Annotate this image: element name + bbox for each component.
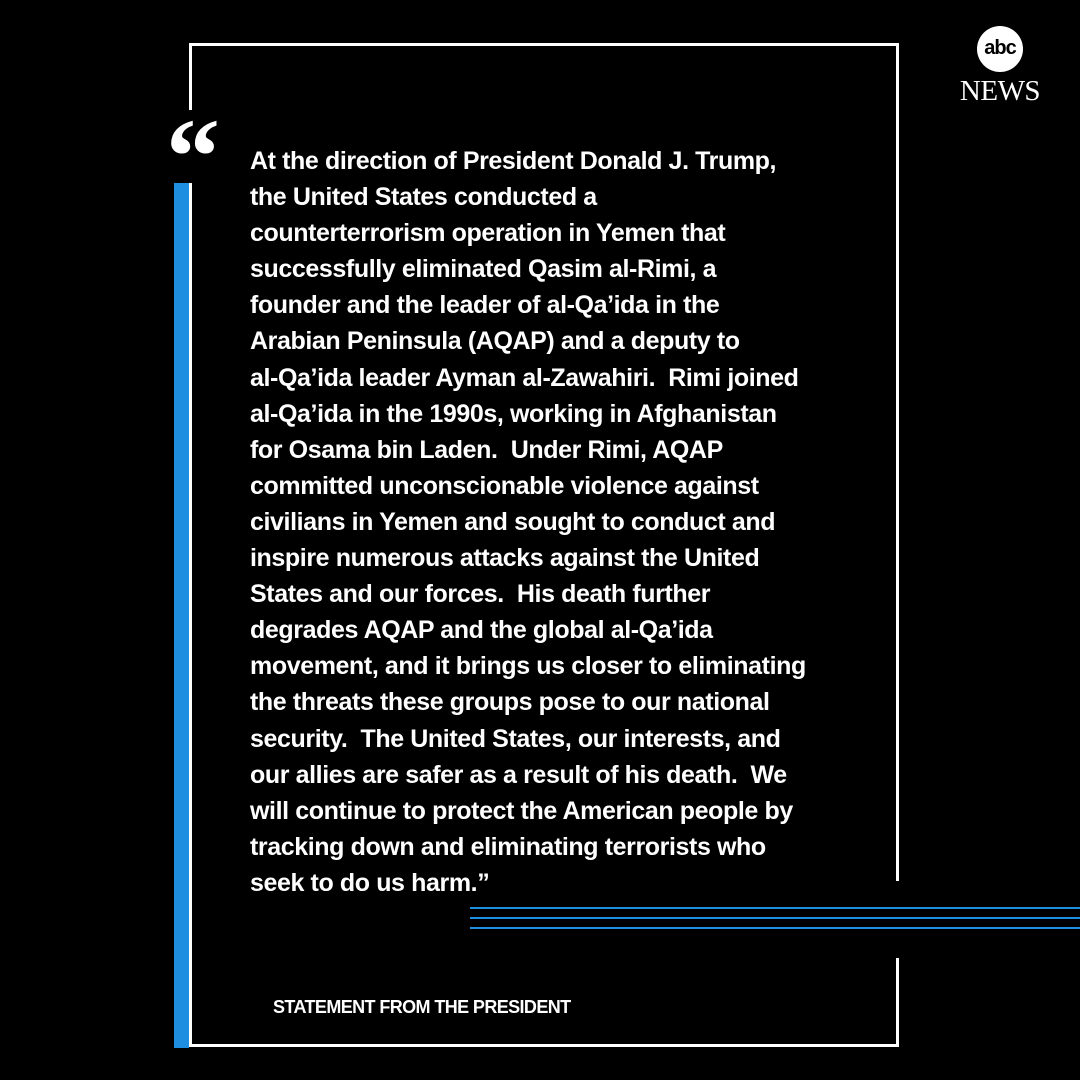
attribution-label: STATEMENT FROM THE PRESIDENT [273, 997, 571, 1017]
accent-line [470, 917, 1080, 919]
frame-bottom-border [189, 1044, 899, 1047]
accent-bar [174, 183, 189, 1048]
news-wordmark: NEWS [959, 75, 1041, 107]
accent-line [470, 927, 1080, 929]
accent-line [470, 907, 1080, 909]
open-quote-mark: “ [166, 98, 216, 217]
accent-lines [470, 905, 1080, 935]
frame-right-border-upper [896, 43, 899, 881]
frame-right-border-lower [896, 958, 899, 1047]
frame-left-border-lower [189, 183, 192, 1047]
frame-top-border [189, 43, 899, 46]
abc-news-logo [950, 24, 1050, 106]
statement-quote: At the direction of President Donald J. Trump, the United States conducted a counterterrorism operation in Yemen that successfully eliminated Qasim al-Rimi, a founder and the leader of al-Qa’ida in the Arabian Peninsula (AQAP) and a deputy to al-Qa’ida leader Ayman al-Zawahiri. Rimi joined al-Qa’ida in the 1990s, working in Afghanistan for Osama bin Laden. Under Rimi, AQAP committed unconscionable violence against civilians in Yemen and sought to conduct and inspire numerous attacks against the United States and our forces. His death further degrades AQAP and the global al-Qa’ida movement, and it brings us closer to eliminating the threats these groups pose to our national security. The United States, our interests, and our allies are safer as a result of his death. We will continue to protect the American people by tracking down and eliminating terrorists who seek to do us harm.” [250, 147, 806, 897]
abc-logo-mark: abc [977, 26, 1023, 72]
